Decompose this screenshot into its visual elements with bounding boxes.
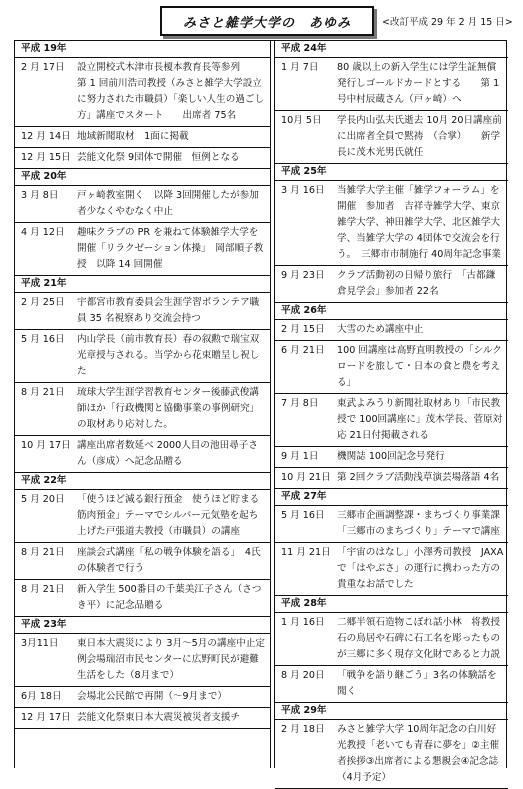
history-entry xyxy=(15,330,270,383)
year-heading: 平成 26年 xyxy=(275,303,508,320)
entry-text: 芸能文化祭東日本大震災被災者支援チ xyxy=(77,712,241,723)
history-entry xyxy=(275,394,508,447)
entry-date: 4 月 12日 xyxy=(21,227,65,238)
history-entry xyxy=(275,543,508,596)
history-entry xyxy=(275,666,508,703)
entry-date: 2 月 18日 xyxy=(281,724,325,735)
entry-date: 12 月 15日 xyxy=(21,152,71,163)
entry-date: 3 月 8日 xyxy=(21,190,59,201)
history-entry xyxy=(15,634,270,687)
entry-date: 8 月 21日 xyxy=(21,387,65,398)
entry-text: 80 歳以上の新入学生には学生証無償発行しゴールドカードとする 第 1号中村辰蔵さん（戸ヶ崎）へ xyxy=(337,62,500,105)
entry-date: 3 月 16日 xyxy=(281,185,325,196)
right-column xyxy=(274,41,510,783)
entry-date: 12 月 17日 xyxy=(21,712,71,723)
history-entry xyxy=(275,506,508,543)
entry-text: 地域新聞取材 1面に掲載 xyxy=(77,131,189,142)
entry-text: 東武よみうり新聞社取材あり「市民教授で 100回講座に」茂木学長、菅原対応 21日付掲載される xyxy=(337,398,503,441)
history-entry xyxy=(15,127,270,148)
entry-date: 7 月 8日 xyxy=(281,398,319,409)
entry-date: 1 月 7日 xyxy=(281,62,319,73)
entry-date: 8 月 20日 xyxy=(281,670,325,681)
entry-text: みさと雑学大学 10周年記念の白川好光教授「老いても青春に夢を」②主催者挨拶③出席者による懇親会④記念誌（4月予定） xyxy=(337,724,500,783)
history-entry xyxy=(15,708,270,729)
history-entry xyxy=(15,490,270,543)
history-entry xyxy=(275,468,508,489)
page-header xyxy=(0,0,523,40)
year-heading: 平成 25年 xyxy=(275,164,508,181)
history-entry xyxy=(275,58,508,111)
entry-date: 6月 18日 xyxy=(21,691,62,702)
year-heading: 平成 22年 xyxy=(15,473,270,490)
entry-date: 9 月 23日 xyxy=(281,270,325,281)
year-heading: 平成 24年 xyxy=(275,41,508,58)
entry-text: 会場北公民館で再開（〜9月まで） xyxy=(77,691,228,702)
entry-text: クラブ活動初の日帰り旅行 「古都鎌倉見学会」参加者 22名 xyxy=(337,270,496,297)
history-entry xyxy=(275,111,508,164)
entry-date: 9 月 1日 xyxy=(281,451,319,462)
year-heading: 平成 28年 xyxy=(275,596,508,613)
history-entry xyxy=(15,436,270,473)
entry-text: 琉球大学生涯学習教育センター後藤武俊講師ほか「行政機関と協働事業の事例研究」の取材あり応対した。 xyxy=(77,387,260,430)
history-entry xyxy=(275,341,508,394)
entry-text: 内山学長（前市教育長）春の叙勲で瑞宝双光章授与される。当学から花束贈呈し祝した xyxy=(77,334,260,377)
history-entry xyxy=(15,687,270,708)
year-heading: 平成 20年 xyxy=(15,169,270,186)
entry-text: 戸ヶ崎教室開く 以降 3回開催したが参加者少なくやむなく中止 xyxy=(77,190,259,217)
entry-text: 講座出席者数延べ 2000人目の池田尋子さん（彦成）へ記念品贈る xyxy=(77,440,258,467)
history-entry xyxy=(15,383,270,436)
year-heading: 平成 23年 xyxy=(15,617,270,634)
entry-date: 5 月 20日 xyxy=(21,494,65,505)
entry-text: 東日本大震災により 3月〜5月の講座中止定例会場瑞沼市民センターに広野町民が避難生活をした（8月まで） xyxy=(77,638,265,681)
history-entry xyxy=(275,613,508,666)
entry-date: 2 月 25日 xyxy=(21,297,65,308)
entry-text: 趣味クラブの PR を兼ねて体験雑学大学を開催「リラクゼーション体操」 岡部順子教授 以降 14 回開催 xyxy=(77,227,264,270)
history-table xyxy=(14,40,510,783)
entry-date: 10月 5日 xyxy=(281,115,322,126)
year-heading: 平成 29年 xyxy=(275,703,508,720)
history-entry xyxy=(15,186,270,223)
entry-date: 5 月 16日 xyxy=(21,334,65,345)
entry-text: 新入学生 500番目の千葉美江子さん（さつき平）に記念品贈る xyxy=(77,584,262,611)
entry-date: 8 月 21日 xyxy=(21,584,65,595)
entry-date: 10 月 17日 xyxy=(21,440,71,451)
year-heading: 平成 21年 xyxy=(15,276,270,293)
entry-date: 11 月 21日 xyxy=(281,547,331,558)
page-title: みさと雑学大学の あゆみ xyxy=(160,6,374,36)
entry-date: 2 月 15日 xyxy=(281,324,325,335)
entry-text: 「使うほど減る銀行預金 使うほど貯まる筋肉預金」テーマでシルバー元気塾を起ち上げた戸張道夫教授（市職員）の講座 xyxy=(77,494,260,537)
entry-text: 座談会式講座「私の戦争体験を語る」 4氏の体験者で行う xyxy=(77,547,261,574)
entry-date: 5 月 16日 xyxy=(281,510,325,521)
entry-date: 2 月 17日 xyxy=(21,62,65,73)
history-entry xyxy=(275,720,508,789)
history-entry xyxy=(15,58,270,127)
history-entry xyxy=(15,543,270,580)
left-column xyxy=(15,41,270,768)
entry-text: 大雪のため講座中止 xyxy=(337,324,424,335)
entry-date: 8 月 21日 xyxy=(21,547,65,558)
entry-text: 設立開校式木津市長榎本教育長等参列 第 1 回前川浩司教授（みさと雑学大学設立に努力された市職員）「楽しい人生の過ごし方」講座でスタート 出席者 75名 xyxy=(77,62,265,121)
history-entry xyxy=(275,181,508,266)
entry-text: 第 2回クラブ活動浅草演芸場落語 4名 xyxy=(337,472,500,483)
column-divider xyxy=(270,41,271,768)
entry-date: 12 月 14日 xyxy=(21,131,71,142)
entry-date: 3月11日 xyxy=(21,638,59,649)
entry-text: 当雑学大学主催「雑学フォーラム」を開催 参加者 吉祥寺雑学大学、東京雑学大学、神田雑学大学、北区雑学大学、当雑学大学の 4団体で交流会を行う。 三郷市市制施行 40周年記念事業 xyxy=(337,185,501,260)
entry-text: 宇都宮市教育委員会生涯学習ボランテア職員 35 名視察あり交流会持つ xyxy=(77,297,260,324)
history-entry xyxy=(15,223,270,276)
history-entry xyxy=(275,320,508,341)
history-entry xyxy=(15,293,270,330)
entry-text: 芸能文化祭 9団体で開催 恒例となる xyxy=(77,152,240,163)
entry-text: 「戦争を語り継ごう」3名の体験話を聞く xyxy=(337,670,497,697)
entry-text: 機関誌 100回記念号発行 xyxy=(337,451,445,462)
history-entry xyxy=(275,447,508,468)
year-heading: 平成 27年 xyxy=(275,489,508,506)
entry-date: 6 月 21日 xyxy=(281,345,325,356)
entry-date: 1 月 16日 xyxy=(281,617,325,628)
revision-date: <改訂平成 29 年 2 月 15 日> xyxy=(382,17,513,28)
entry-text: 学長内山弘夫氏逝去 10月 20日講座前に出席者全員で黙祷 （合掌） 新学長に茂木光男氏就任 xyxy=(337,115,502,158)
history-entry xyxy=(275,266,508,303)
entry-text: 「宇宙のはなし」小澤秀司教授 JAXA で「はやぶさ」の運行に携わった方の貴重なお話でした xyxy=(337,547,504,590)
history-entry xyxy=(15,580,270,617)
entry-text: 100 回講座は高野直明教授の「シルクロードを旅して・日本の食と農を考える」 xyxy=(337,345,502,388)
entry-text: 二郷半領石造物こぼれ話小林 将教授 石の鳥居や石碑に石工名を彫ったものが三郷に多く現存文化財であると力説 xyxy=(337,617,510,660)
entry-text: 三郷市企画調整課・まちづくり事業課「三郷市のまちづくり」テーマで講座 xyxy=(337,510,500,537)
year-heading: 平成 19年 xyxy=(15,41,270,58)
entry-date: 10 月 21日 xyxy=(281,472,331,483)
history-entry xyxy=(15,148,270,169)
